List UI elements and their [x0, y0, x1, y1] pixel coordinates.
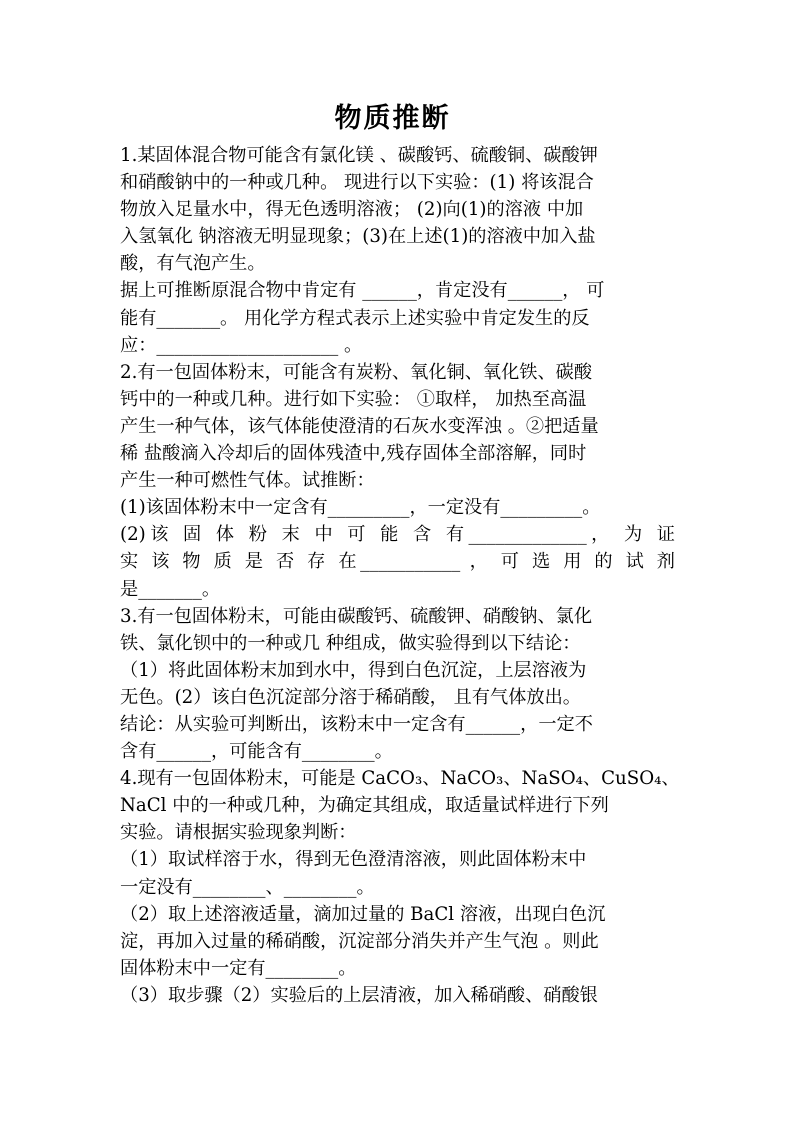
- text-line: (2)该 固 体 粉 末 中 可 能 含 有_____________， 为 证: [120, 524, 675, 546]
- text-line: 铁、氯化钡中的一种或几 种组成，做实验得到以下结论：: [120, 632, 581, 654]
- text-line: （3）取步骤（2）实验后的上层清液，加入稀硝酸、硝酸银: [120, 984, 598, 1006]
- text-line: （1）取试样溶于水，得到无色澄清溶液，则此固体粉末中: [120, 849, 587, 871]
- text-line: 无色。(2）该白色沉淀部分溶于稀硝酸， 且有气体放出。: [120, 686, 581, 708]
- text-line: NaCl 中的一种或几种，为确定其组成，取适量试样进行下列: [120, 795, 609, 817]
- text-line: 入氢氧化 钠溶液无明显现象；(3)在上述(1)的溶液中加入盐: [120, 226, 596, 248]
- text-line: (1)该固体粉末中一定含有_________，一定没有_________。: [120, 497, 601, 519]
- text-line: 3.有一包固体粉末，可能由碳酸钙、硫酸钾、硝酸钠、氯化: [120, 605, 593, 627]
- text-line: 据上可推断原混合物中肯定有 ______，肯定没有______， 可: [120, 280, 605, 302]
- text-line: 稀 盐酸滴入冷却后的固体残渣中,残存固体全部溶解，同时: [120, 443, 587, 465]
- text-line: 结论：从实验可判断出，该粉末中一定含有______，一定不: [120, 713, 593, 735]
- text-line: 和硝酸钠中的一种或几种。 现进行以下实验：(1) 将该混合: [120, 172, 594, 194]
- text-line: 4.现有一包固体粉末，可能是 CaCO₃、NaCO₃、NaSO₄、CuSO₄、: [120, 768, 680, 790]
- text-line: 物放入足量水中，得无色透明溶液； (2)向(1)的溶液 中加: [120, 199, 584, 221]
- text-line: 能有_______。 用化学方程式表示上述实验中肯定发生的反: [120, 307, 590, 329]
- text-line: 2.有一包固体粉末，可能含有炭粉、氧化铜、氧化铁、碳酸: [120, 361, 593, 383]
- page-title: 物质推断: [334, 103, 451, 134]
- text-line: 实验。请根据实验现象判断：: [120, 822, 357, 844]
- text-line: 是_______。: [120, 578, 221, 600]
- text-line: 固体粉末中一定有________。: [120, 957, 357, 979]
- text-line: 淀，再加入过量的稀硝酸，沉淀部分消失并产生气泡 。则此: [120, 930, 599, 952]
- text-line: 实 该 物 质 是 否 存 在___________ ， 可 选 用 的 试 剂: [120, 551, 675, 573]
- text-line: 1.某固体混合物可能含有氯化镁 、碳酸钙、硫酸铜、碳酸钾: [120, 145, 598, 166]
- text-line: 产生一种气体，该气体能使澄清的石灰水变浑浊 。②把适量: [120, 415, 599, 437]
- text-line: 应：____________________ 。: [120, 334, 363, 356]
- text-line: 产生一种可燃性气体。试推断：: [120, 470, 375, 492]
- text-line: 一定没有________、________。: [120, 876, 375, 898]
- document-page: [120, 96, 680, 1009]
- text-line: （2）取上述溶液适量，滴加过量的 BaCl 溶液，出现白色沉: [120, 903, 606, 925]
- text-line: （1）将此固体粉末加到水中，得到白色沉淀，上层溶液为: [120, 659, 587, 681]
- text-line: 钙中的一种或几种。进行如下实验： ①取样， 加热至高温: [120, 388, 587, 410]
- text-line: 含有______，可能含有________。: [120, 741, 393, 763]
- document-body: [120, 142, 680, 1009]
- text-line: 酸，有气泡产生。: [120, 253, 266, 275]
